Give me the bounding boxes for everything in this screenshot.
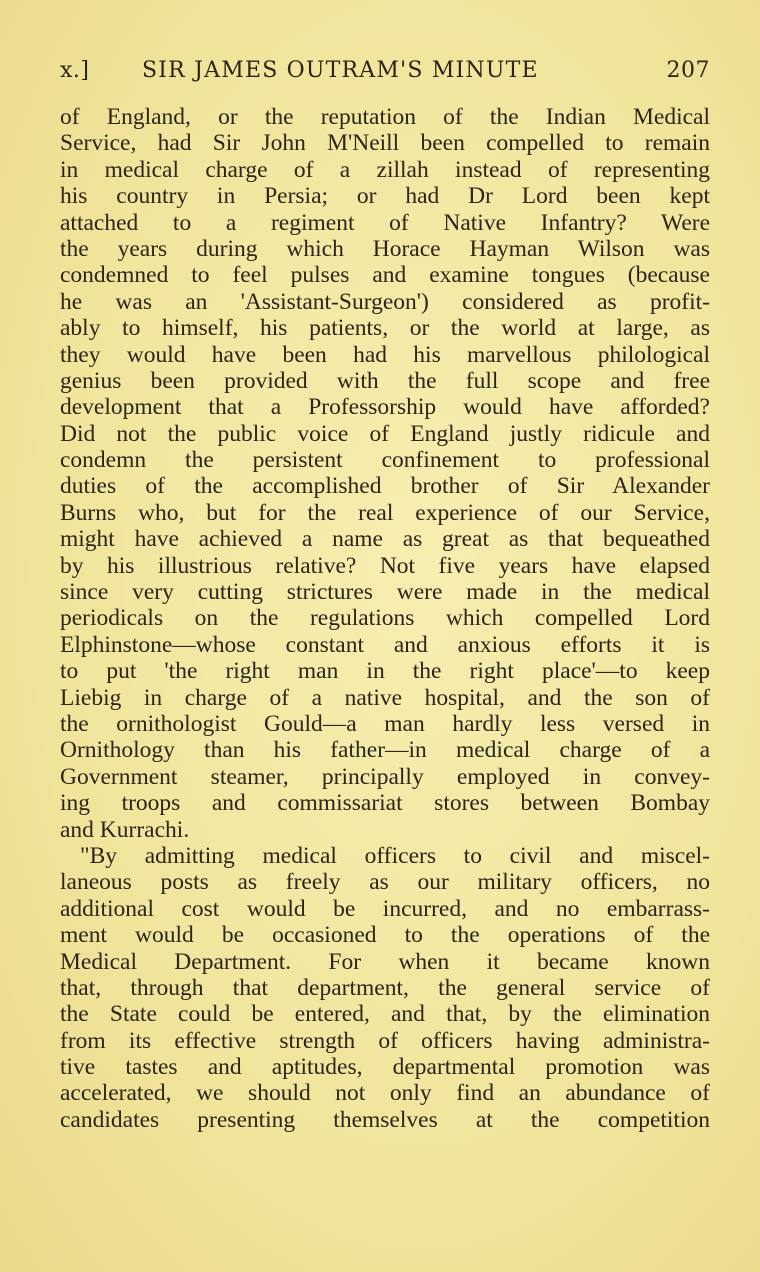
- text-line: they would have been had his marvellous philological: [60, 341, 710, 368]
- text-line: that, through that department, the general service of: [60, 974, 710, 1001]
- text-line: from its effective strength of officers having administra-: [60, 1027, 710, 1054]
- text-line: his country in Persia; or had Dr Lord been kept: [60, 183, 710, 210]
- text-line: Elphinstone—whose constant and anxious efforts it is: [60, 631, 710, 658]
- text-line: and Kurrachi.: [60, 816, 190, 843]
- text-line: Liebig in charge of a native hospital, and the son of: [60, 684, 710, 711]
- text-line: tive tastes and aptitudes, departmental promotion was: [60, 1054, 710, 1081]
- text-line: candidates presenting themselves at the competition: [60, 1106, 710, 1133]
- text-line: development that a Professorship would have afforded?: [60, 394, 710, 421]
- text-line: accelerated, we should not only find an abundance of: [60, 1080, 710, 1107]
- page-number: 207: [666, 58, 710, 83]
- text-line: of England, or the reputation of the Indian Medical: [60, 104, 710, 130]
- text-line: periodicals on the regulations which compelled Lord: [60, 605, 710, 632]
- text-line: Government steamer, principally employed in convey-: [60, 763, 710, 790]
- text-line: since very cutting strictures were made in the medical: [60, 579, 710, 606]
- text-line: Ornithology than his father—in medical charge of a: [60, 737, 710, 764]
- text-line: the ornithologist Gould—a man hardly less versed in: [60, 710, 710, 737]
- running-head: [60, 58, 710, 88]
- text-line: Did not the public voice of England justly ridicule and: [60, 420, 710, 447]
- running-title: SIR JAMES OUTRAM'S MINUTE: [142, 58, 539, 83]
- text-line: duties of the accomplished brother of Sir Alexander: [60, 473, 710, 500]
- text-line: the State could be entered, and that, by the elimination: [60, 1001, 710, 1028]
- paragraph-2: [60, 843, 710, 1133]
- text-line: to put 'the right man in the right place'—to keep: [60, 658, 710, 685]
- text-line: "By admitting medical officers to civil and miscel-: [80, 842, 710, 869]
- paragraph-1: [60, 104, 710, 843]
- text-line: in medical charge of a zillah instead of representing: [60, 156, 710, 183]
- text-line: Service, had Sir John M'Neill been compelled to remain: [60, 130, 710, 157]
- text-line: Medical Department. For when it became known: [60, 948, 710, 975]
- text-line: condemned to feel pulses and examine tongues (because: [60, 262, 710, 289]
- text-line: ably to himself, his patients, or the world at large, as: [60, 315, 710, 342]
- text-line: attached to a regiment of Native Infantry? Were: [60, 209, 710, 236]
- text-line: he was an 'Assistant-Surgeon') considered as profit-: [60, 288, 710, 315]
- text-line: genius been provided with the full scope and free: [60, 367, 710, 394]
- text-line: by his illustrious relative? Not five years have elapsed: [60, 552, 710, 579]
- body-text: [60, 104, 710, 1133]
- text-line: ment would be occasioned to the operations of the: [60, 922, 710, 949]
- text-line: ing troops and commissariat stores between Bombay: [60, 790, 710, 817]
- chapter-marker: x.]: [60, 58, 90, 83]
- text-line: the years during which Horace Hayman Wilson was: [60, 235, 710, 262]
- text-line: Burns who, but for the real experience of our Service,: [60, 499, 710, 526]
- text-line: additional cost would be incurred, and no embarrass-: [60, 895, 710, 922]
- text-line: might have achieved a name as great as that bequeathed: [60, 526, 710, 553]
- text-line: condemn the persistent confinement to professional: [60, 447, 710, 474]
- text-line: laneous posts as freely as our military officers, no: [60, 869, 710, 896]
